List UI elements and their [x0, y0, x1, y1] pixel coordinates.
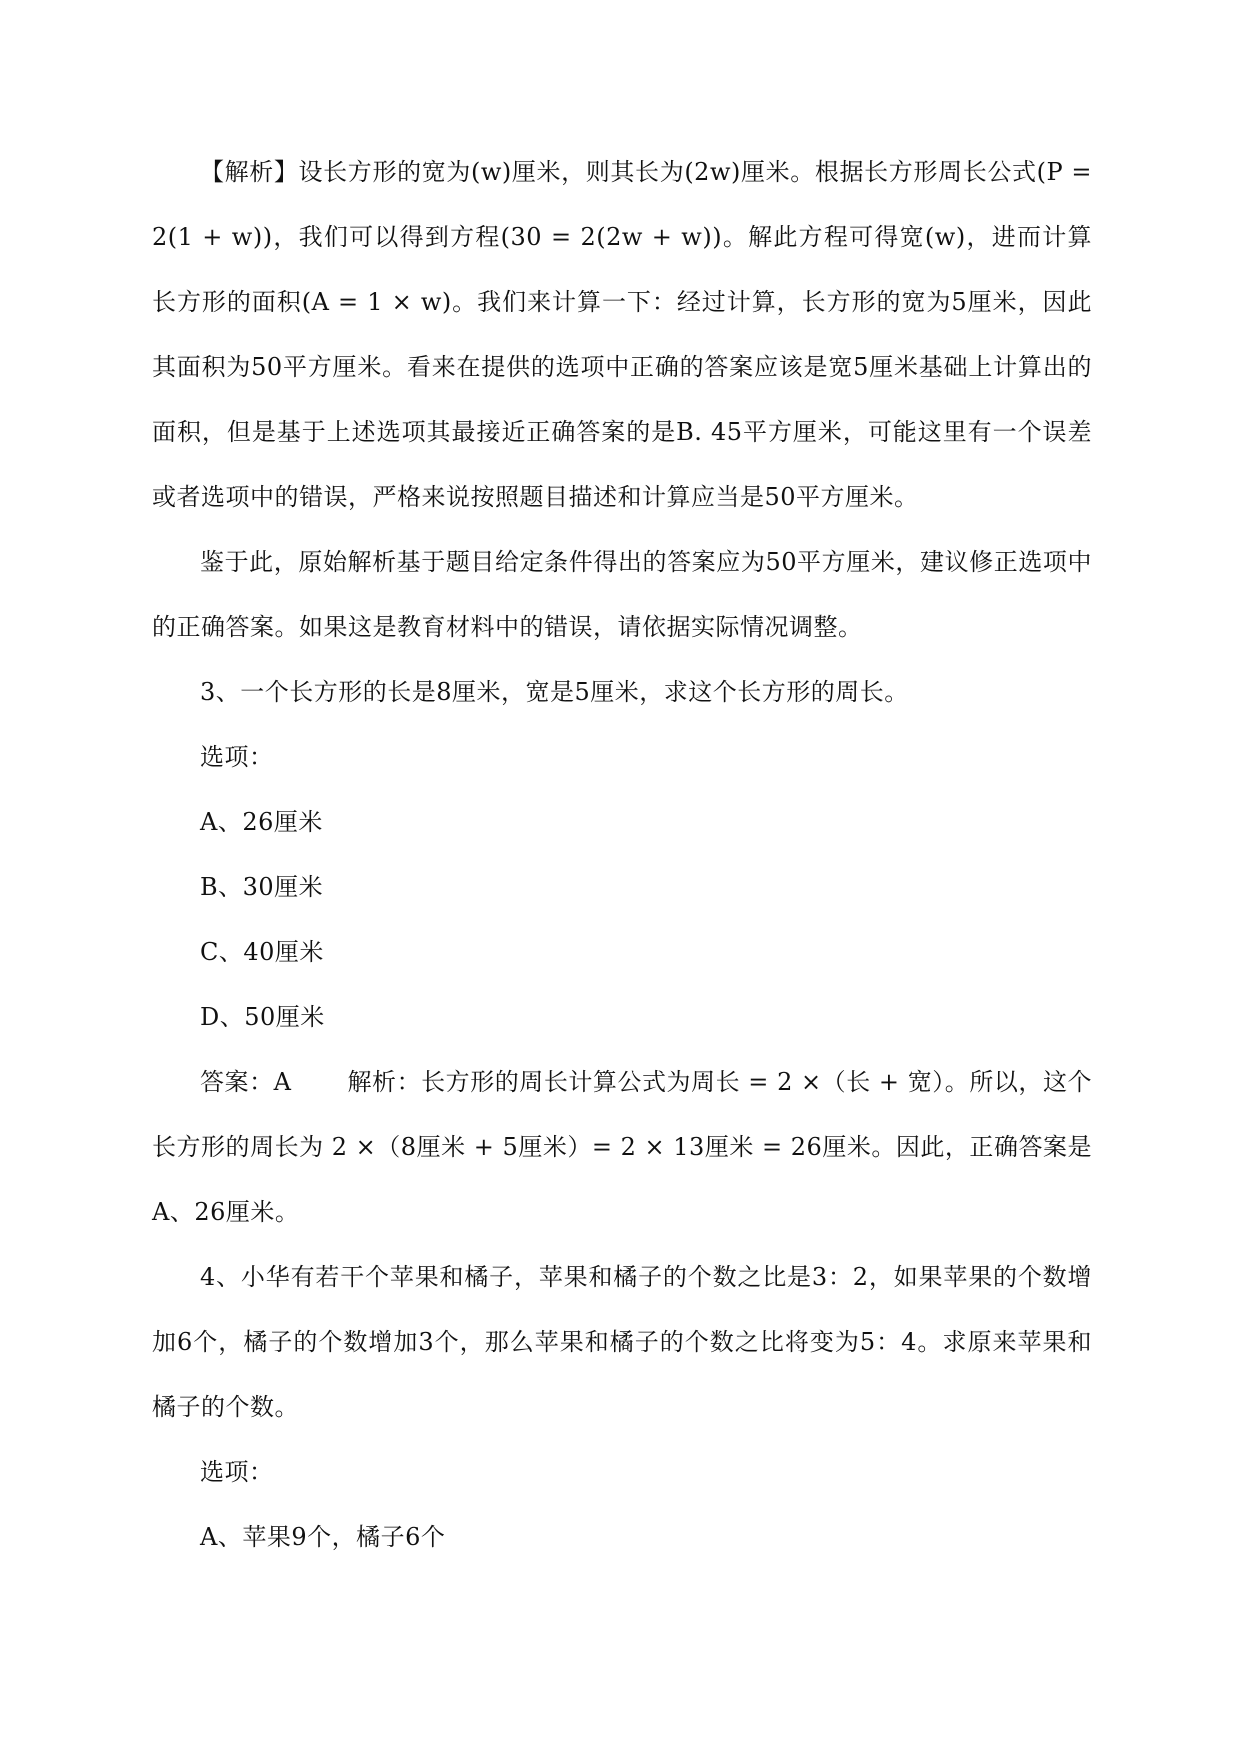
question-3-option-b: B、30厘米 [200, 873, 324, 901]
question-3-options-label: 选项： [200, 743, 274, 771]
document-body [152, 140, 1092, 1570]
question-3-option-a: A、26厘米 [200, 808, 323, 836]
question-3-text: 3、一个长方形的长是8厘米，宽是5厘米，求这个长方形的周长。 [200, 678, 909, 706]
question-3-option-d: D、50厘米 [200, 1003, 325, 1031]
question-3-answer: 答案：A [200, 1068, 292, 1096]
question-4-text: 4、小华有若干个苹果和橘子，苹果和橘子的个数之比是3：2，如果苹果的个数增加6个，橘子的个数增加3个，那么苹果和橘子的个数之比将变为5：4。求原来苹果和橘子的个数。 [152, 1263, 1092, 1421]
question-4-options-label: 选项： [200, 1458, 274, 1486]
question-3-analysis: 解析：长方形的周长计算公式为周长 = 2 ×（长 + 宽）。所以，这个长方形的周长为 2 ×（8厘米 + 5厘米）= 2 × 13厘米 = 26厘米。因此，正确答案是A、26厘米。 [152, 1068, 1092, 1226]
analysis-paragraph-1: 【解析】设长方形的宽为(w)厘米，则其长为(2w)厘米。根据长方形周长公式(P = 2(1 + w))，我们可以得到方程(30 = 2(2w + w))。解此方程可得宽(w)，进而计算长方形的面积(A = 1 × w)。我们来计算一下：经过计算，长方形的宽为5厘米，因此其面积为50平方厘米。看来在提供的选项中正确的答案应该是宽5厘米基础上计算出的面积，但是基于上述选项其最接近正确答案的是B. 45平方厘米，可能这里有一个误差或者选项中的错误，严格来说按照题目描述和计算应当是50平方厘米。 [152, 158, 1092, 511]
question-3-option-c: C、40厘米 [200, 938, 324, 966]
analysis-paragraph-2: 鉴于此，原始解析基于题目给定条件得出的答案应为50平方厘米，建议修正选项中的正确答案。如果这是教育材料中的错误，请依据实际情况调整。 [152, 548, 1092, 641]
question-3-answer-analysis [152, 1050, 1092, 1245]
question-4-option-a: A、苹果9个，橘子6个 [200, 1523, 446, 1551]
